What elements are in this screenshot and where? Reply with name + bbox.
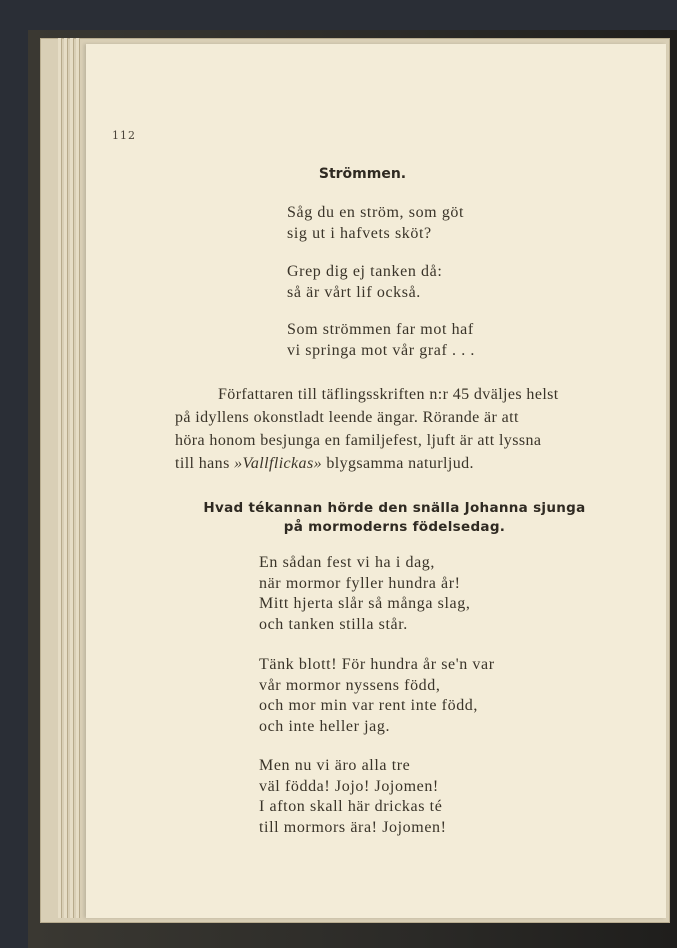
poem-line: när mormor fyller hundra år! <box>259 574 461 592</box>
poem-line: och mor min var rent inte född, <box>259 697 478 714</box>
poem-title <box>172 499 617 537</box>
poem-line: och tanken stilla står. <box>259 615 408 633</box>
poem-line: vår mormor nyssens född, <box>259 676 441 694</box>
prose-line: Författaren till täflingsskriften n:r 45 dväljes helst <box>218 386 559 403</box>
poem-line: En sådan fest vi ha i dag, <box>259 554 435 571</box>
poem-line: och inte heller jag. <box>259 717 391 735</box>
poem-stanza <box>259 553 470 635</box>
prose-line <box>175 452 615 475</box>
poem-title-line: Hvad tékannan hörde den snälla Johanna sjunga <box>203 500 586 516</box>
poem-stanza <box>259 655 495 737</box>
poem-line: Grep dig ej tanken då: <box>287 263 443 280</box>
poem-line: så är vårt lif också. <box>287 283 421 301</box>
poem-title: Strömmen. <box>318 166 407 182</box>
prose-paragraph <box>175 383 615 475</box>
prose-text: blygsamma naturljud. <box>321 455 474 472</box>
poem-line: Som strömmen far mot haf <box>287 321 474 338</box>
poem-line: Såg du en ström, som göt <box>287 204 465 221</box>
prose-line: höra honom besjunga en familjefest, ljuft är att lyssna <box>175 432 542 449</box>
poem-line: vi springa mot vår graf . . . <box>287 341 476 359</box>
poem-stanza <box>259 756 447 838</box>
page-number: 112 <box>112 129 136 142</box>
poem-stanza <box>287 262 442 303</box>
poem-line: Mitt hjerta slår så många slag, <box>259 595 471 612</box>
poem-line: väl födda! Jojo! Jojomen! <box>259 777 439 795</box>
work-title: »Vallflickas» <box>234 455 322 472</box>
poem-line: sig ut i hafvets sköt? <box>287 224 432 242</box>
poem-line: till mormors ära! Jojomen! <box>259 818 447 836</box>
prose-line: på idyllens okonstladt leende ängar. Rörande är att <box>175 409 519 426</box>
poem-stanza <box>287 320 475 361</box>
poem-title-line: på mormoderns födelsedag. <box>283 519 506 535</box>
poem-line: Men nu vi äro alla tre <box>259 757 411 774</box>
poem-line: Tänk blott! För hundra år se'n var <box>259 656 495 673</box>
poem-stanza <box>287 203 464 244</box>
prose-text: till hans <box>175 455 235 472</box>
poem-line: I afton skall här drickas té <box>259 798 443 815</box>
